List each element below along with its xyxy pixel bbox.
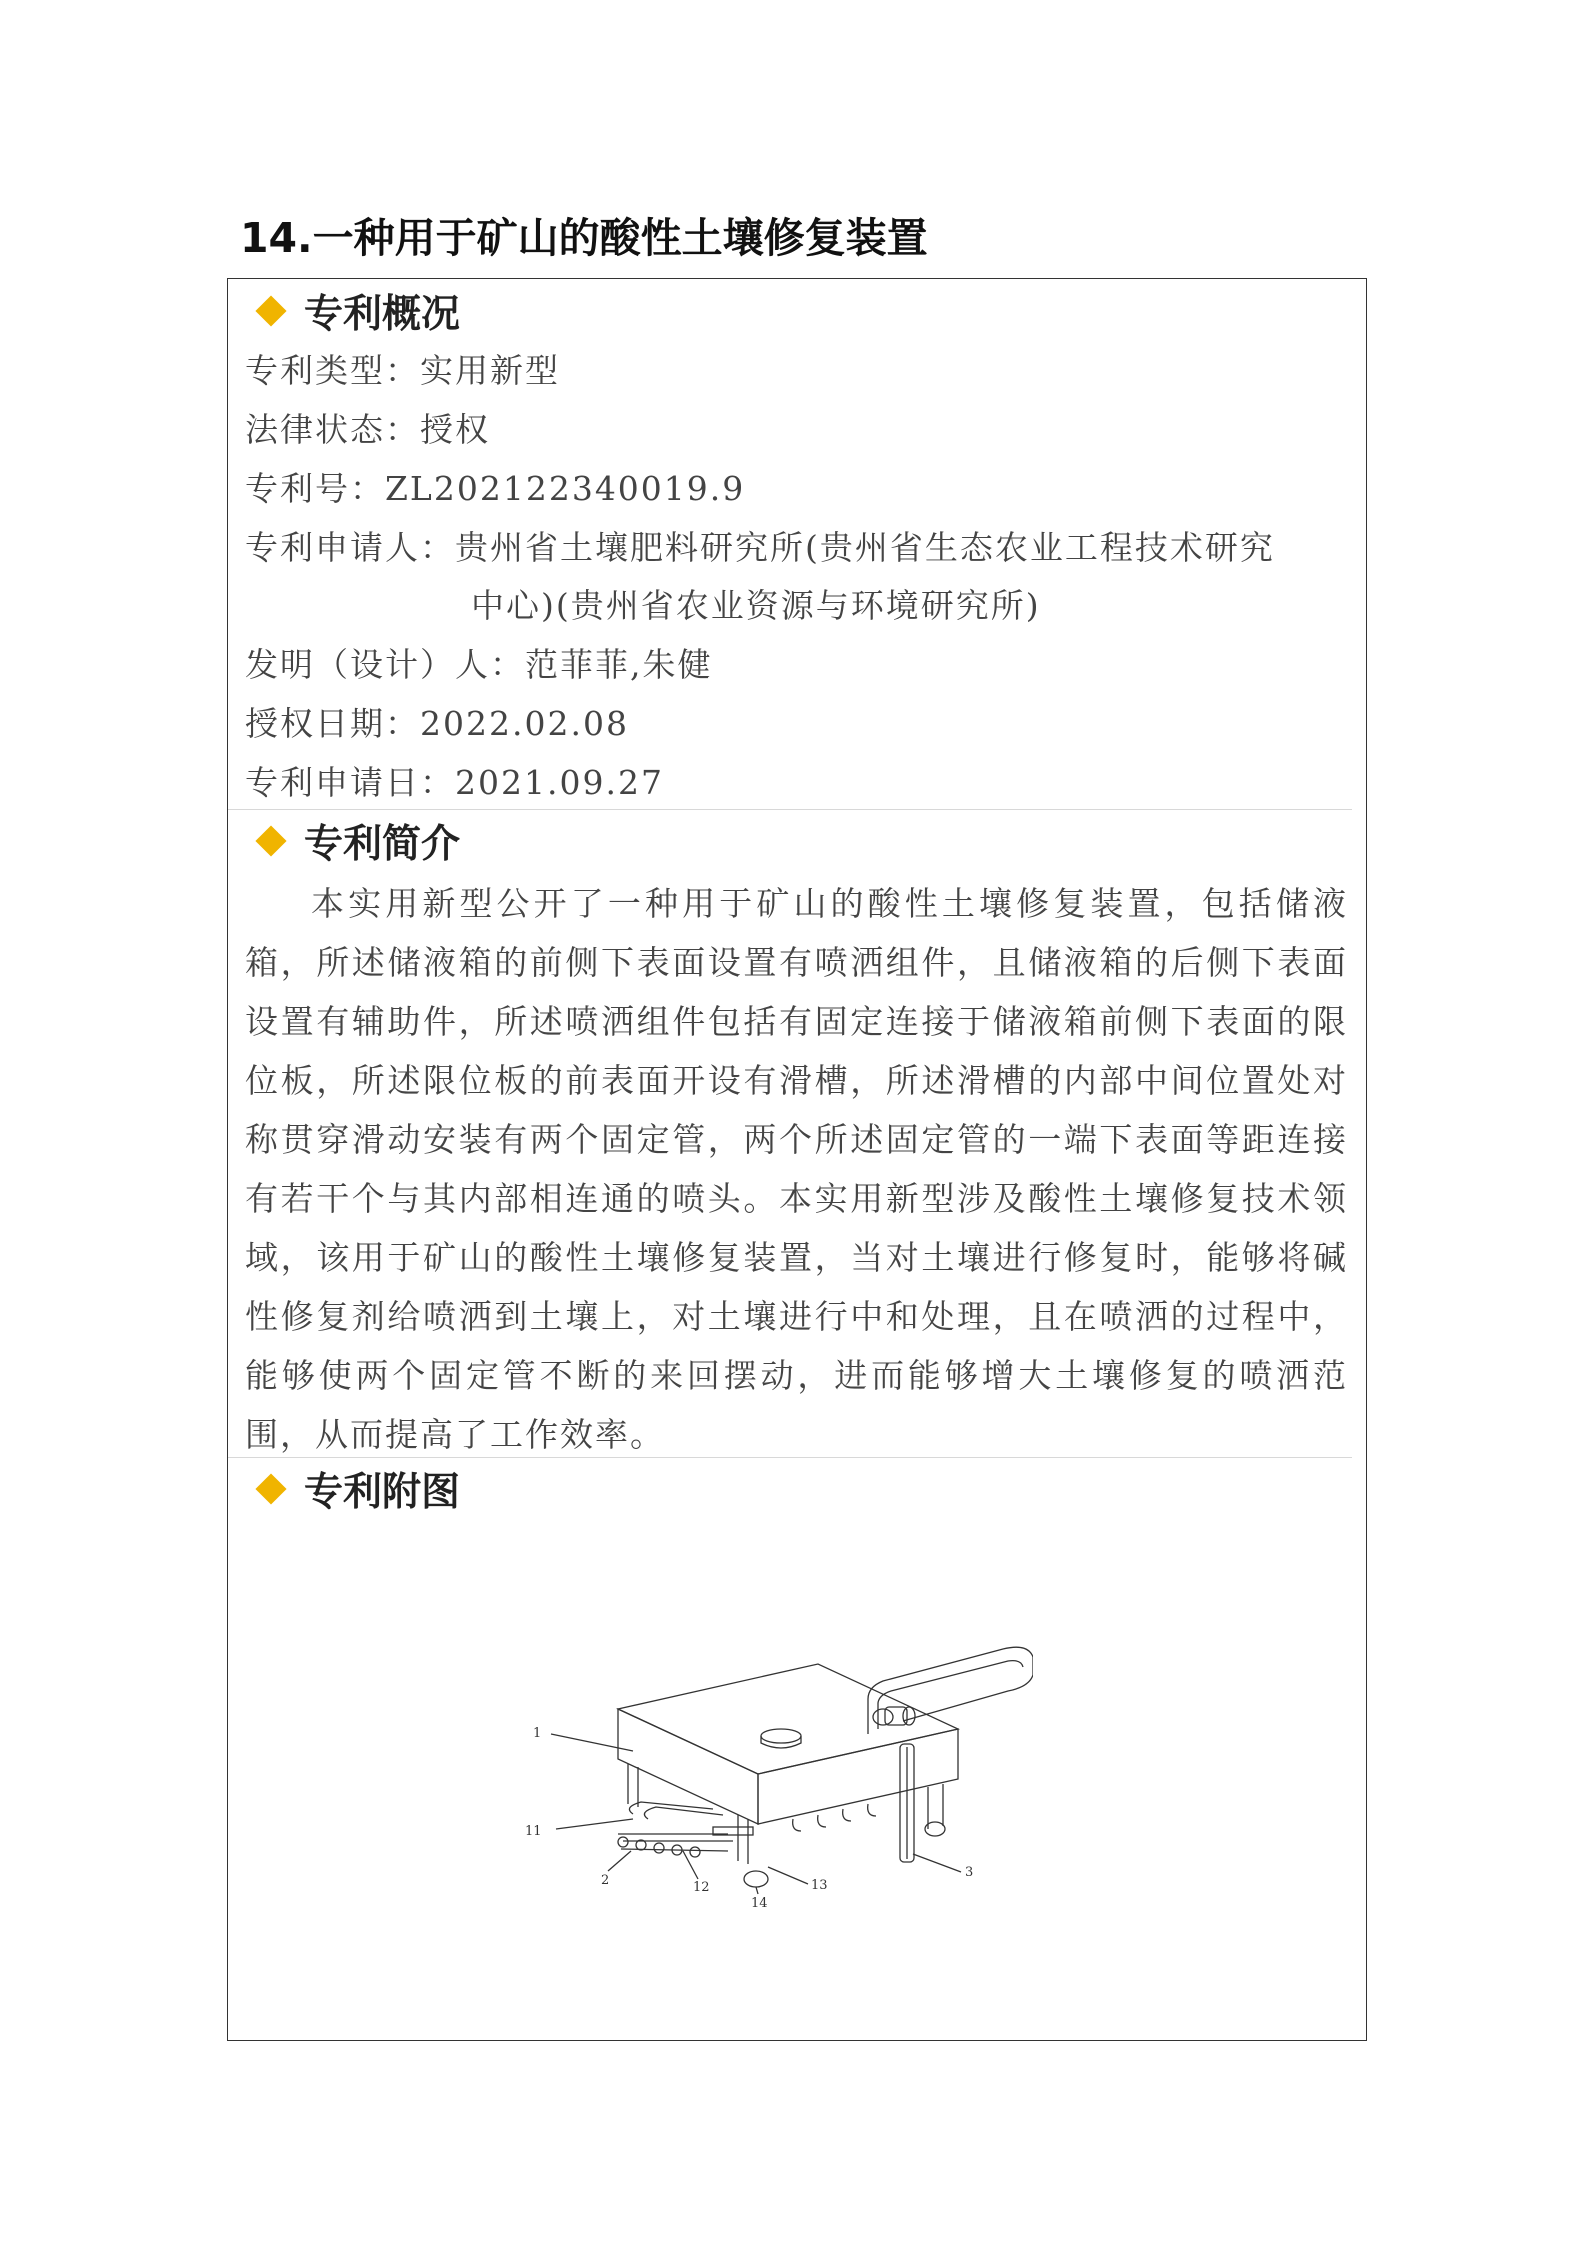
diamond-bullet-icon [255,825,286,856]
figure-label: 14 [751,1896,768,1911]
applicant: 专利申请人：贵州省土壤肥料研究所(贵州省生态农业工程技术研究 [245,528,1275,567]
patent-card [227,278,1367,2041]
diamond-bullet-icon [255,1473,286,1504]
page-title: 14.一种用于矿山的酸性土壤修复装置 [240,214,928,262]
divider [228,809,1352,810]
figure-label: 1 [533,1726,542,1741]
section-header-intro [248,813,460,869]
legal-status: 法律状态：授权 [245,410,490,449]
patent-number: 专利号：ZL202122340019.9 [245,469,746,508]
grant-date: 授权日期：2022.02.08 [245,704,629,743]
figure-label: 13 [811,1878,828,1893]
figure-label: 3 [965,1865,974,1880]
abstract-text: 本实用新型公开了一种用于矿山的酸性土壤修复装置，包括储液箱，所述储液箱的前侧下表面设置有喷洒组件，且储液箱的后侧下表面设置有辅助件，所述喷洒组件包括有固定连接于储液箱前侧下表面的限位板，所述限位板的前表面开设有滑槽，所述滑槽的内部中间位置处对称贯穿滑动安装有两个固定管，两个所述固定管的一端下表面等距连接有若干个与其内部相连通的喷头。本实用新型涉及酸性土壤修复技术领域，该用于矿山的酸性土壤修复装置，当对土壤进行修复时，能够将碱性修复剂给喷洒到土壤上，对土壤进行中和处理，且在喷洒的过程中，能够使两个固定管不断的来回摆动，进而能够增大土壤修复的喷洒范围，从而提高了工作效率。 [245,884,1348,1454]
section-title: 专利附图 [304,1470,461,1515]
patent-drawing [473,1639,1033,1959]
section-title: 专利概况 [304,292,461,337]
application-date: 专利申请日：2021.09.27 [245,763,664,802]
section-header-overview [248,283,460,339]
section-header-figures [248,1461,460,1517]
figure-label: 12 [693,1880,710,1895]
inventor: 发明（设计）人：范菲菲,朱健 [245,645,713,684]
figure-label: 2 [601,1873,610,1888]
patent-type: 专利类型：实用新型 [245,351,560,390]
applicant-continued: 中心)(贵州省农业资源与环境研究所) [471,586,1041,625]
diamond-bullet-icon [255,295,286,326]
divider [228,1457,1352,1458]
figure-label: 11 [525,1824,542,1839]
section-title: 专利简介 [304,822,461,867]
